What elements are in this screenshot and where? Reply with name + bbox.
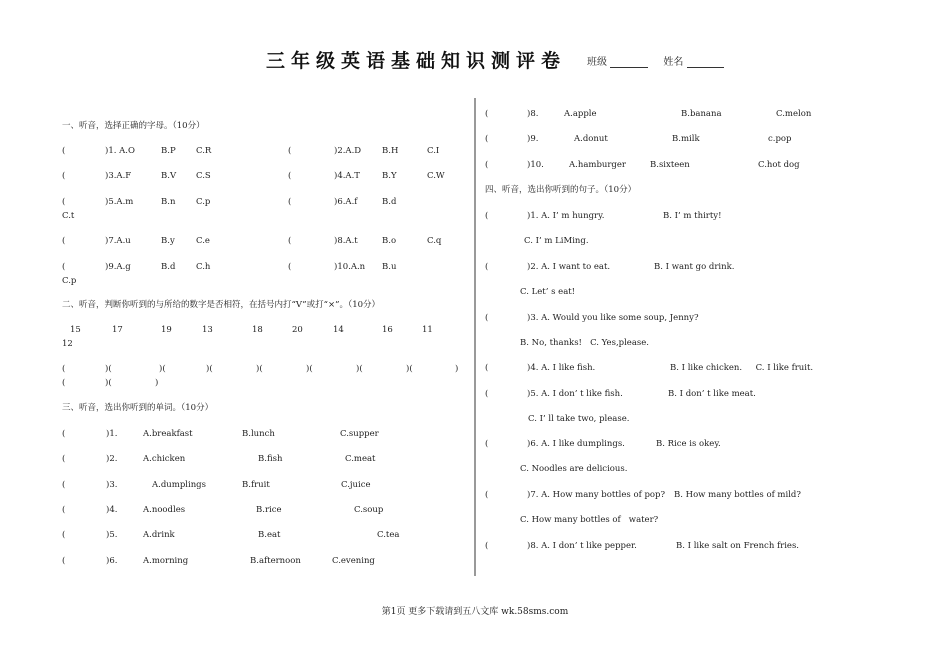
listening-letter-item: )8.A.t [334, 236, 358, 246]
word-choice-item: C.hot dog [758, 159, 800, 170]
word-choice-item: B.banana [681, 109, 722, 119]
sentence-choice: B. I like salt on French fries. [676, 541, 800, 551]
listening-letter-item: )10.A.n [334, 262, 366, 272]
answer-bracket: )( [105, 378, 112, 388]
word-choice-item: A.hamburger [569, 159, 626, 170]
listening-letter-item: C.e [196, 236, 210, 246]
listening-letter-item: B.V [161, 171, 177, 181]
listening-letter-item: B.d [161, 262, 176, 272]
listening-letter-item: B.y [161, 236, 175, 246]
word-choice-item: A.apple [564, 109, 597, 119]
answer-bracket: )( [406, 364, 413, 374]
word-choice-item: B.rice [256, 504, 282, 515]
listening-letter-item: C.W [427, 171, 445, 181]
sentence-bracket: ( [485, 439, 489, 449]
answer-bracket: )( [105, 364, 112, 374]
word-choice-item: ( [62, 454, 66, 465]
section-2-heading: 二、听音，判断你听到的与所给的数字是否相符，在括号内打“V”或打“×”。（10分） [62, 300, 381, 310]
listening-letter-item: B.o [382, 236, 397, 246]
number-item: 20 [292, 325, 303, 335]
sentence-choice: C. I’ ll take two, please. [528, 414, 630, 424]
student-info-fields [587, 53, 724, 68]
answer-bracket: )( [159, 364, 166, 374]
word-choice-item: C.evening [332, 555, 375, 566]
sentence-bracket: ( [485, 490, 489, 500]
listening-letter-item: )7.A.u [105, 236, 131, 246]
number-item: 14 [333, 325, 344, 335]
sentence-bracket: ( [485, 389, 489, 399]
listening-letter-item: B.P [161, 146, 176, 156]
word-choice-item: B.eat [258, 530, 281, 541]
word-choice-item: )3. [106, 479, 118, 490]
listening-letter-item: B.n [161, 197, 176, 207]
sentence-choice: )3. A. Would you like some soup, Jenny? [527, 313, 699, 323]
word-choice-item: A.noodles [143, 504, 186, 515]
word-choice-item: B.milk [672, 134, 700, 145]
answer-bracket: )( [356, 364, 363, 374]
sentence-choice: )1. A. I’ m hungry. [527, 211, 605, 221]
sentence-bracket: ( [485, 363, 489, 373]
word-choice-item: C.melon [776, 109, 812, 119]
listening-letter-item: ( [62, 146, 66, 156]
sentence-bracket: ( [485, 313, 489, 323]
listening-letter-item: ( [288, 171, 292, 181]
word-choice-item: )1. [106, 429, 118, 439]
word-choice-item: )6. [106, 555, 118, 566]
sentence-choice: C. How many bottles of water? [520, 515, 659, 525]
word-choice-item: ( [485, 109, 489, 119]
sentence-choice: )2. A. I want to eat. [527, 262, 611, 272]
word-choice-item: A.dumplings [152, 479, 206, 490]
word-choice-item: A.chicken [143, 454, 186, 465]
listening-letter-item: C.q [427, 236, 442, 246]
sentence-choice: B. Rice is okey. [656, 439, 721, 449]
listening-letter-item: C.I [427, 146, 440, 156]
answer-bracket: )( [206, 364, 213, 374]
listening-letter-item: B.Y [382, 171, 397, 181]
listening-letter-item: )1. A.O [105, 146, 135, 156]
word-choice-item: A.donut [574, 134, 608, 145]
word-choice-item: ( [485, 134, 489, 145]
listening-letter-item: C.p [196, 197, 211, 207]
sentence-choice: B. I like chicken. C. I like fruit. [670, 363, 814, 373]
sentence-choice: C. Noodles are delicious. [520, 464, 628, 474]
class-blank[interactable] [610, 57, 648, 68]
sentence-choice: )8. A. I don’ t like pepper. [527, 541, 637, 551]
answer-bracket: ( [62, 378, 66, 388]
word-choice-item: A.drink [143, 530, 175, 541]
listening-letter-item: )4.A.T [334, 171, 360, 181]
number-item: 16 [382, 325, 393, 335]
word-choice-item: )5. [106, 530, 118, 541]
page-title: 三年级英语基础知识测评卷 [266, 50, 567, 72]
listening-letter-item: ( [288, 197, 292, 207]
word-choice-item: )2. [106, 454, 118, 465]
word-choice-item: ( [485, 159, 489, 170]
section-1-heading: 一、听音，选择正确的字母。（10分） [62, 121, 205, 131]
word-choice-item: A.morning [143, 555, 189, 566]
sentence-choice: )7. A. How many bottles of pop? [527, 490, 666, 500]
sentence-choice: )4. A. I like fish. [527, 363, 596, 373]
name-label: 姓名 [663, 57, 684, 68]
sentence-choice: )6. A. I like dumplings. [527, 439, 625, 449]
word-choice-item: C.meat [345, 454, 376, 465]
listening-letter-item: ( [288, 262, 292, 272]
listening-letter-item: ( [288, 146, 292, 156]
answer-bracket: ) [155, 378, 159, 388]
word-choice-item: A.breakfast [143, 429, 193, 439]
listening-letter-item: B.H [382, 146, 399, 156]
sentence-bracket: ( [485, 262, 489, 272]
listening-letter-item: )6.A.f [334, 197, 358, 207]
listening-letter-item: C.S [196, 171, 211, 181]
word-choice-item: ( [62, 504, 66, 515]
word-choice-item: C.juice [341, 479, 371, 490]
answer-bracket: ( [62, 364, 66, 374]
word-choice-item: C.tea [377, 530, 400, 541]
word-choice-item: B.lunch [242, 429, 275, 439]
number-item: 18 [252, 325, 263, 335]
number-item: 19 [161, 325, 172, 335]
number-item: 13 [202, 325, 213, 335]
answer-bracket: )( [256, 364, 263, 374]
column-divider [474, 98, 476, 576]
answer-bracket: ) [455, 364, 459, 374]
word-choice-item: )10. [527, 159, 544, 170]
listening-letter-item: B.d [382, 197, 397, 207]
word-choice-item: ( [62, 429, 66, 439]
word-choice-item: ( [62, 479, 66, 490]
sentence-bracket: ( [485, 211, 489, 221]
listening-letter-item: C.R [196, 146, 212, 156]
listening-letter-item: )9.A.g [105, 262, 131, 272]
section-4-heading: 四、听音，选出你听到的句子。（10分） [485, 185, 637, 195]
listening-letter-item: C.p [62, 276, 77, 286]
word-choice-item: B.sixteen [650, 159, 690, 170]
word-choice-item: )8. [527, 109, 539, 119]
sentence-choice: C. Let’ s eat! [520, 287, 576, 297]
answer-bracket: )( [306, 364, 313, 374]
word-choice-item: B.afternoon [250, 555, 301, 566]
listening-letter-item: )2.A.D [334, 146, 362, 156]
word-choice-item: ( [62, 530, 66, 541]
sentence-choice: B. I don’ t like meat. [668, 389, 756, 399]
listening-letter-item: C.h [196, 262, 211, 272]
listening-letter-item: ( [62, 236, 66, 246]
name-blank[interactable] [687, 57, 724, 68]
number-item: 15 [70, 325, 81, 335]
word-choice-item: B.fish [258, 454, 283, 465]
word-choice-item: C.soup [354, 504, 384, 515]
number-item: 12 [62, 339, 73, 349]
word-choice-item: B.fruit [242, 479, 270, 490]
sentence-bracket: ( [485, 541, 489, 551]
sentence-choice: B. How many bottles of mild? [674, 490, 801, 500]
word-choice-item: )4. [106, 504, 118, 515]
listening-letter-item: ( [288, 236, 292, 246]
sentence-choice: B. I want go drink. [654, 262, 735, 272]
sentence-choice: B. No, thanks! C. Yes,please. [520, 338, 649, 348]
section-3-heading: 三、听音，选出你听到的单词。（10分） [62, 403, 214, 413]
listening-letter-item: B.u [382, 262, 397, 272]
sentence-choice: B. I’ m thirty! [663, 211, 722, 221]
word-choice-item: c.pop [768, 134, 792, 145]
sentence-choice: )5. A. I don’ t like fish. [527, 389, 623, 399]
listening-letter-item: )5.A.m [105, 197, 134, 207]
listening-letter-item: C.t [62, 211, 75, 221]
listening-letter-item: ( [62, 262, 66, 272]
page-footer: 第1页 更多下载请到五八文库 wk.58sms.com [381, 607, 569, 617]
class-label: 班级 [587, 57, 607, 68]
number-item: 11 [422, 325, 433, 335]
listening-letter-item: )3.A.F [105, 171, 132, 181]
listening-letter-item: ( [62, 171, 66, 181]
word-choice-item: C.supper [340, 429, 379, 439]
word-choice-item: ( [62, 555, 66, 566]
word-choice-item: )9. [527, 134, 539, 145]
sentence-choice: C. I’ m LiMing. [524, 236, 589, 246]
listening-letter-item: ( [62, 197, 66, 207]
number-item: 17 [112, 325, 123, 335]
